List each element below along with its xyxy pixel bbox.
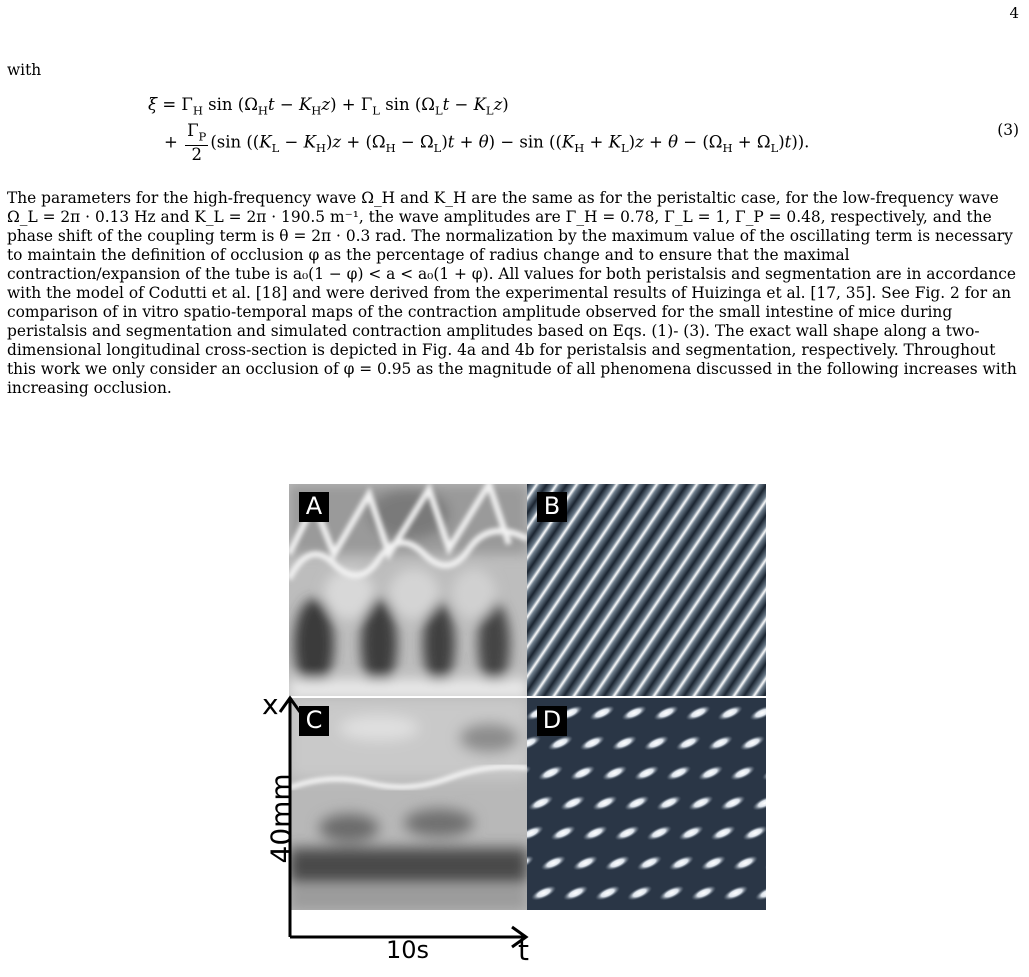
- t-scale-label: 10s: [386, 936, 430, 964]
- figure-axes: [262, 484, 782, 974]
- figure-spatiotemporal-maps: [262, 484, 782, 974]
- body-paragraph: The parameters for the high-frequency wave Ω_H and K_H are the same as for the peristaltic case, for the low-frequency wave Ω_L = 2π · 0.13 Hz and K_L = 2π · 190.5 m⁻¹, the wave amplitudes are Γ_H = 0.78, Γ_L = 1, Γ_P = 0.48, respectively, and the phase shift of the coupling term is θ = 2π · 0.3 rad. The normalization by the maximum value of the oscillating term is necessary to maintain the definition of occlusion φ as the percentage of radius change and to ensure that the maximal contraction/expansion of the tube is a₀(1 − φ) < a < a₀(1 + φ). All values for both peristalsis and segmentation are in accordance with the model of Codutti et al. [18] and were derived from the experimental results of Huizinga et al. [17, 35]. See Fig. 2 for an comparison of in vitro spatio-temporal maps of the contraction amplitude observed for the small intestine of mice during peristalsis and segmentation and simulated contraction amplitudes based on Eqs. (1)- (3). The exact wall shape along a two-dimensional longitudinal cross-section is depicted in Fig. 4a and 4b for peristalsis and segmentation, respectively. Throughout this work we only consider an occlusion of φ = 0.95 as the magnitude of all phenomena discussed in the following increases with increasing occlusion.: [7, 189, 1017, 397]
- panel-d-label: D: [537, 706, 567, 736]
- t-axis-letter: t: [518, 934, 529, 967]
- page-number: 4: [1009, 4, 1019, 22]
- x-axis-letter: x: [262, 688, 279, 721]
- lead-in-text: with: [7, 61, 42, 79]
- panel-a-label: A: [299, 492, 329, 522]
- panel-b-label: B: [537, 492, 567, 522]
- equation-line-1: $\xi = \Gamma_H$ $\sin (\Omega_Ht - K_Hz) + \Gamma_L$ $\sin (\Omega_Lt - K_Lz)$: [148, 95, 509, 118]
- panel-c-label: C: [299, 706, 329, 736]
- equation-number: (3): [997, 121, 1019, 139]
- equation-line-2: + $\frac{\Gamma_P}{2}$ (sin $((K_L - K_H)z + (\Omega_H - \Omega_L)t + \theta) - \sin ((K_H + K_L)z + \theta - (\Omega_H + \Omega_L)t)$).: [164, 121, 810, 165]
- x-scale-label: 40mm: [264, 773, 298, 864]
